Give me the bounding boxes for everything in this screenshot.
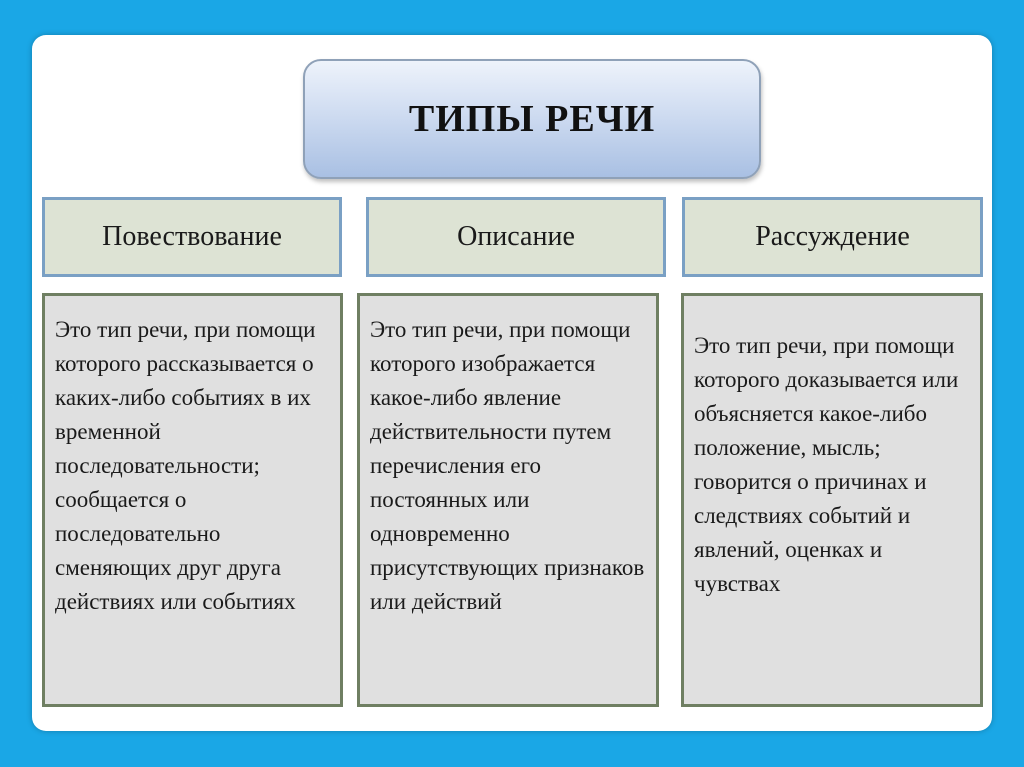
type-label-description: Описание	[457, 221, 575, 252]
diagram-title: ТИПЫ РЕЧИ	[408, 98, 656, 140]
desc-box-narration	[42, 293, 343, 707]
type-box-narration	[42, 197, 342, 277]
desc-text-narration: Это тип речи, при помощи которого рассказывается о каких-либо событиях в их временной последовательности; сообщается о последовательно сменяющих друг друга действиях или событиях	[55, 317, 316, 614]
desc-text-reasoning: Это тип речи, при помощи которого доказывается или объясняется какое-либо положение, мысль; говорится о причинах и следствиях событий и явлений, оценках и чувствах	[694, 333, 959, 596]
desc-text-description: Это тип речи, при помощи которого изображается какое-либо явление действительности путем перечисления его постоянных или одновременно присутствующих признаков или действий	[370, 317, 645, 614]
type-label-reasoning: Рассуждение	[755, 221, 910, 252]
type-box-reasoning	[682, 197, 983, 277]
desc-box-reasoning	[681, 293, 983, 707]
type-label-narration: Повествование	[102, 221, 282, 252]
desc-box-description	[357, 293, 659, 707]
type-box-description	[366, 197, 666, 277]
title-box	[303, 59, 761, 179]
